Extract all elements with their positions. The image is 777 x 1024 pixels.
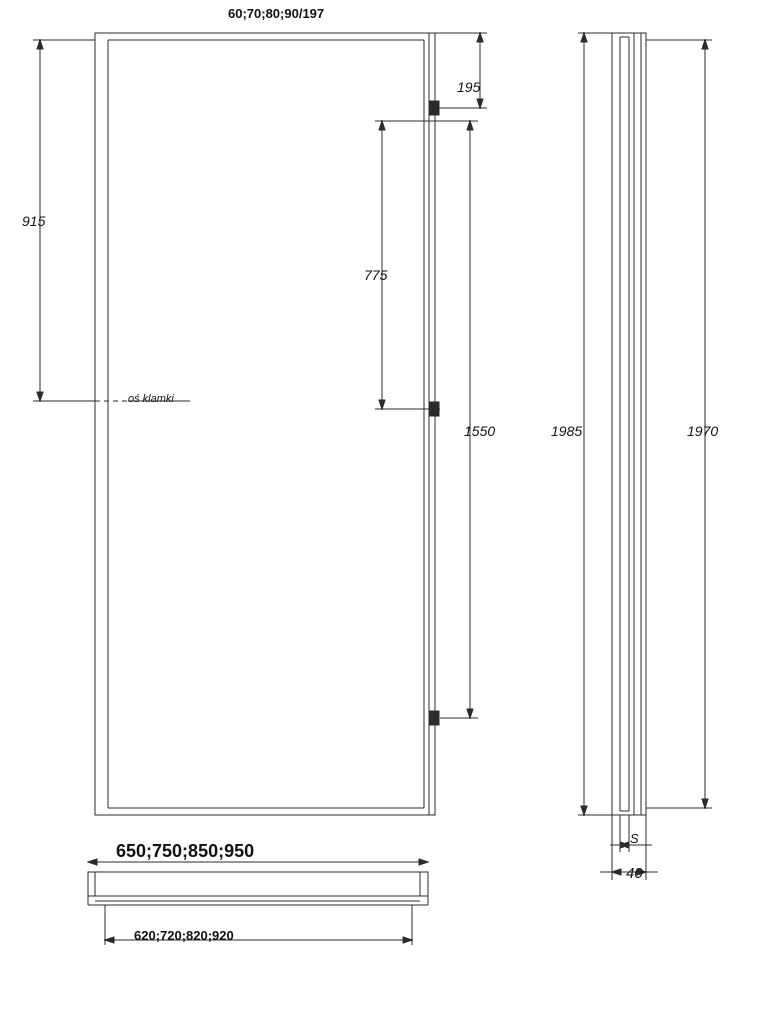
label-leaf-height-1985: 1985 [551, 423, 583, 439]
side-section-view [612, 33, 646, 815]
label-hinge-span-1550: 1550 [464, 423, 496, 439]
label-leaf-widths: 620;720;820;920 [134, 928, 234, 943]
label-hinge-spacing-775: 775 [364, 267, 388, 283]
label-hinge-top-offset-195: 195 [457, 79, 481, 95]
dim-1550 [440, 121, 478, 718]
label-frame-depth-40: 40 [626, 865, 643, 882]
label-frame-widths: 650;750;850;950 [116, 841, 255, 861]
front-elevation-view [95, 33, 435, 815]
bottom-plan-view [88, 872, 428, 905]
label-thickness-s: S [630, 831, 639, 846]
label-top-width-options: 60;70;80;90/197 [228, 6, 325, 21]
label-height-915: 915 [22, 213, 46, 229]
label-handle-axis: oś klamki [128, 393, 174, 405]
hinge-bottom [429, 711, 439, 725]
label-leaf-height-1970: 1970 [687, 423, 719, 439]
dim-1985 [578, 33, 612, 815]
dim-775 [375, 121, 440, 409]
dim-195 [435, 33, 487, 108]
